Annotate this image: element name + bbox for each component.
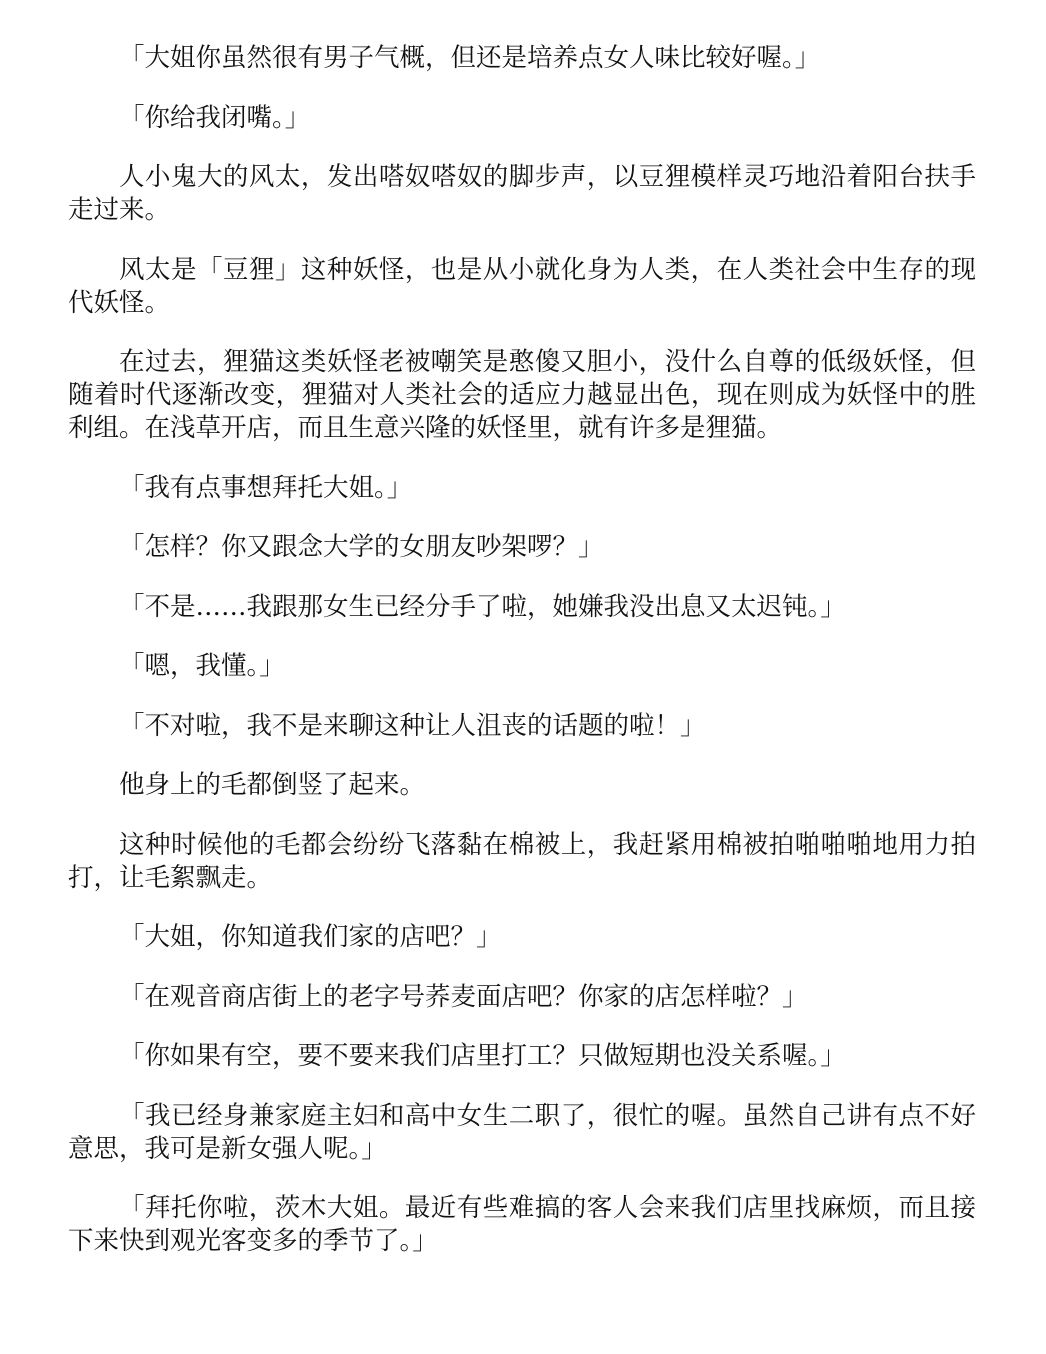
paragraph: 在过去，狸猫这类妖怪老被嘲笑是憨傻又胆小，没什么自尊的低级妖怪，但随着时代逐渐改变，狸猫对人类社会的适应力越显出色，现在则成为妖怪中的胜利组。在浅草开店，而且生意兴隆的妖怪里，就有许多是狸猫。 <box>68 347 976 443</box>
paragraph: 「拜托你啦，茨木大姐。最近有些难搞的客人会来我们店里找麻烦，而且接下来快到观光客变多的季节了。」 <box>68 1193 976 1256</box>
paragraph: 「大姐你虽然很有男子气概，但还是培养点女人味比较好喔。」 <box>119 43 821 73</box>
paragraph: 「不是……我跟那女生已经分手了啦，她嫌我没出息又太迟钝。」 <box>119 591 846 622</box>
paragraph: 「嗯，我懂。」 <box>119 651 285 681</box>
paragraph: 这种时候他的毛都会纷纷飞落黏在棉被上，我赶紧用棉被拍啪啪啪地用力拍打，让毛絮飘走。 <box>68 829 976 893</box>
page-body <box>68 42 976 1285</box>
paragraph: 「你给我闭嘴。」 <box>119 102 311 133</box>
paragraph: 他身上的毛都倒竖了起来。 <box>119 770 426 800</box>
paragraph: 「不对啦，我不是来聊这种让人沮丧的话题的啦！」 <box>119 710 706 741</box>
paragraph: 「大姐，你知道我们家的店吧？」 <box>119 922 502 952</box>
paragraph: 「我有点事想拜托大姐。」 <box>119 472 413 503</box>
paragraph: 风太是「豆狸」这种妖怪，也是从小就化身为人类，在人类社会中生存的现代妖怪。 <box>68 254 976 318</box>
paragraph: 「在观音商店街上的老字号荞麦面店吧？你家的店怎样啦？」 <box>119 981 808 1012</box>
paragraph: 人小鬼大的风太，发出嗒奴嗒奴的脚步声，以豆狸模样灵巧地沿着阳台扶手走过来。 <box>68 162 976 225</box>
paragraph: 「你如果有空，要不要来我们店里打工？只做短期也没关系喔。」 <box>119 1041 846 1071</box>
paragraph: 「怎样？你又跟念大学的女朋友吵架啰？」 <box>119 532 604 562</box>
paragraph: 「我已经身兼家庭主妇和高中女生二职了，很忙的喔。虽然自己讲有点不好意思，我可是新女强人呢。」 <box>68 1100 976 1164</box>
